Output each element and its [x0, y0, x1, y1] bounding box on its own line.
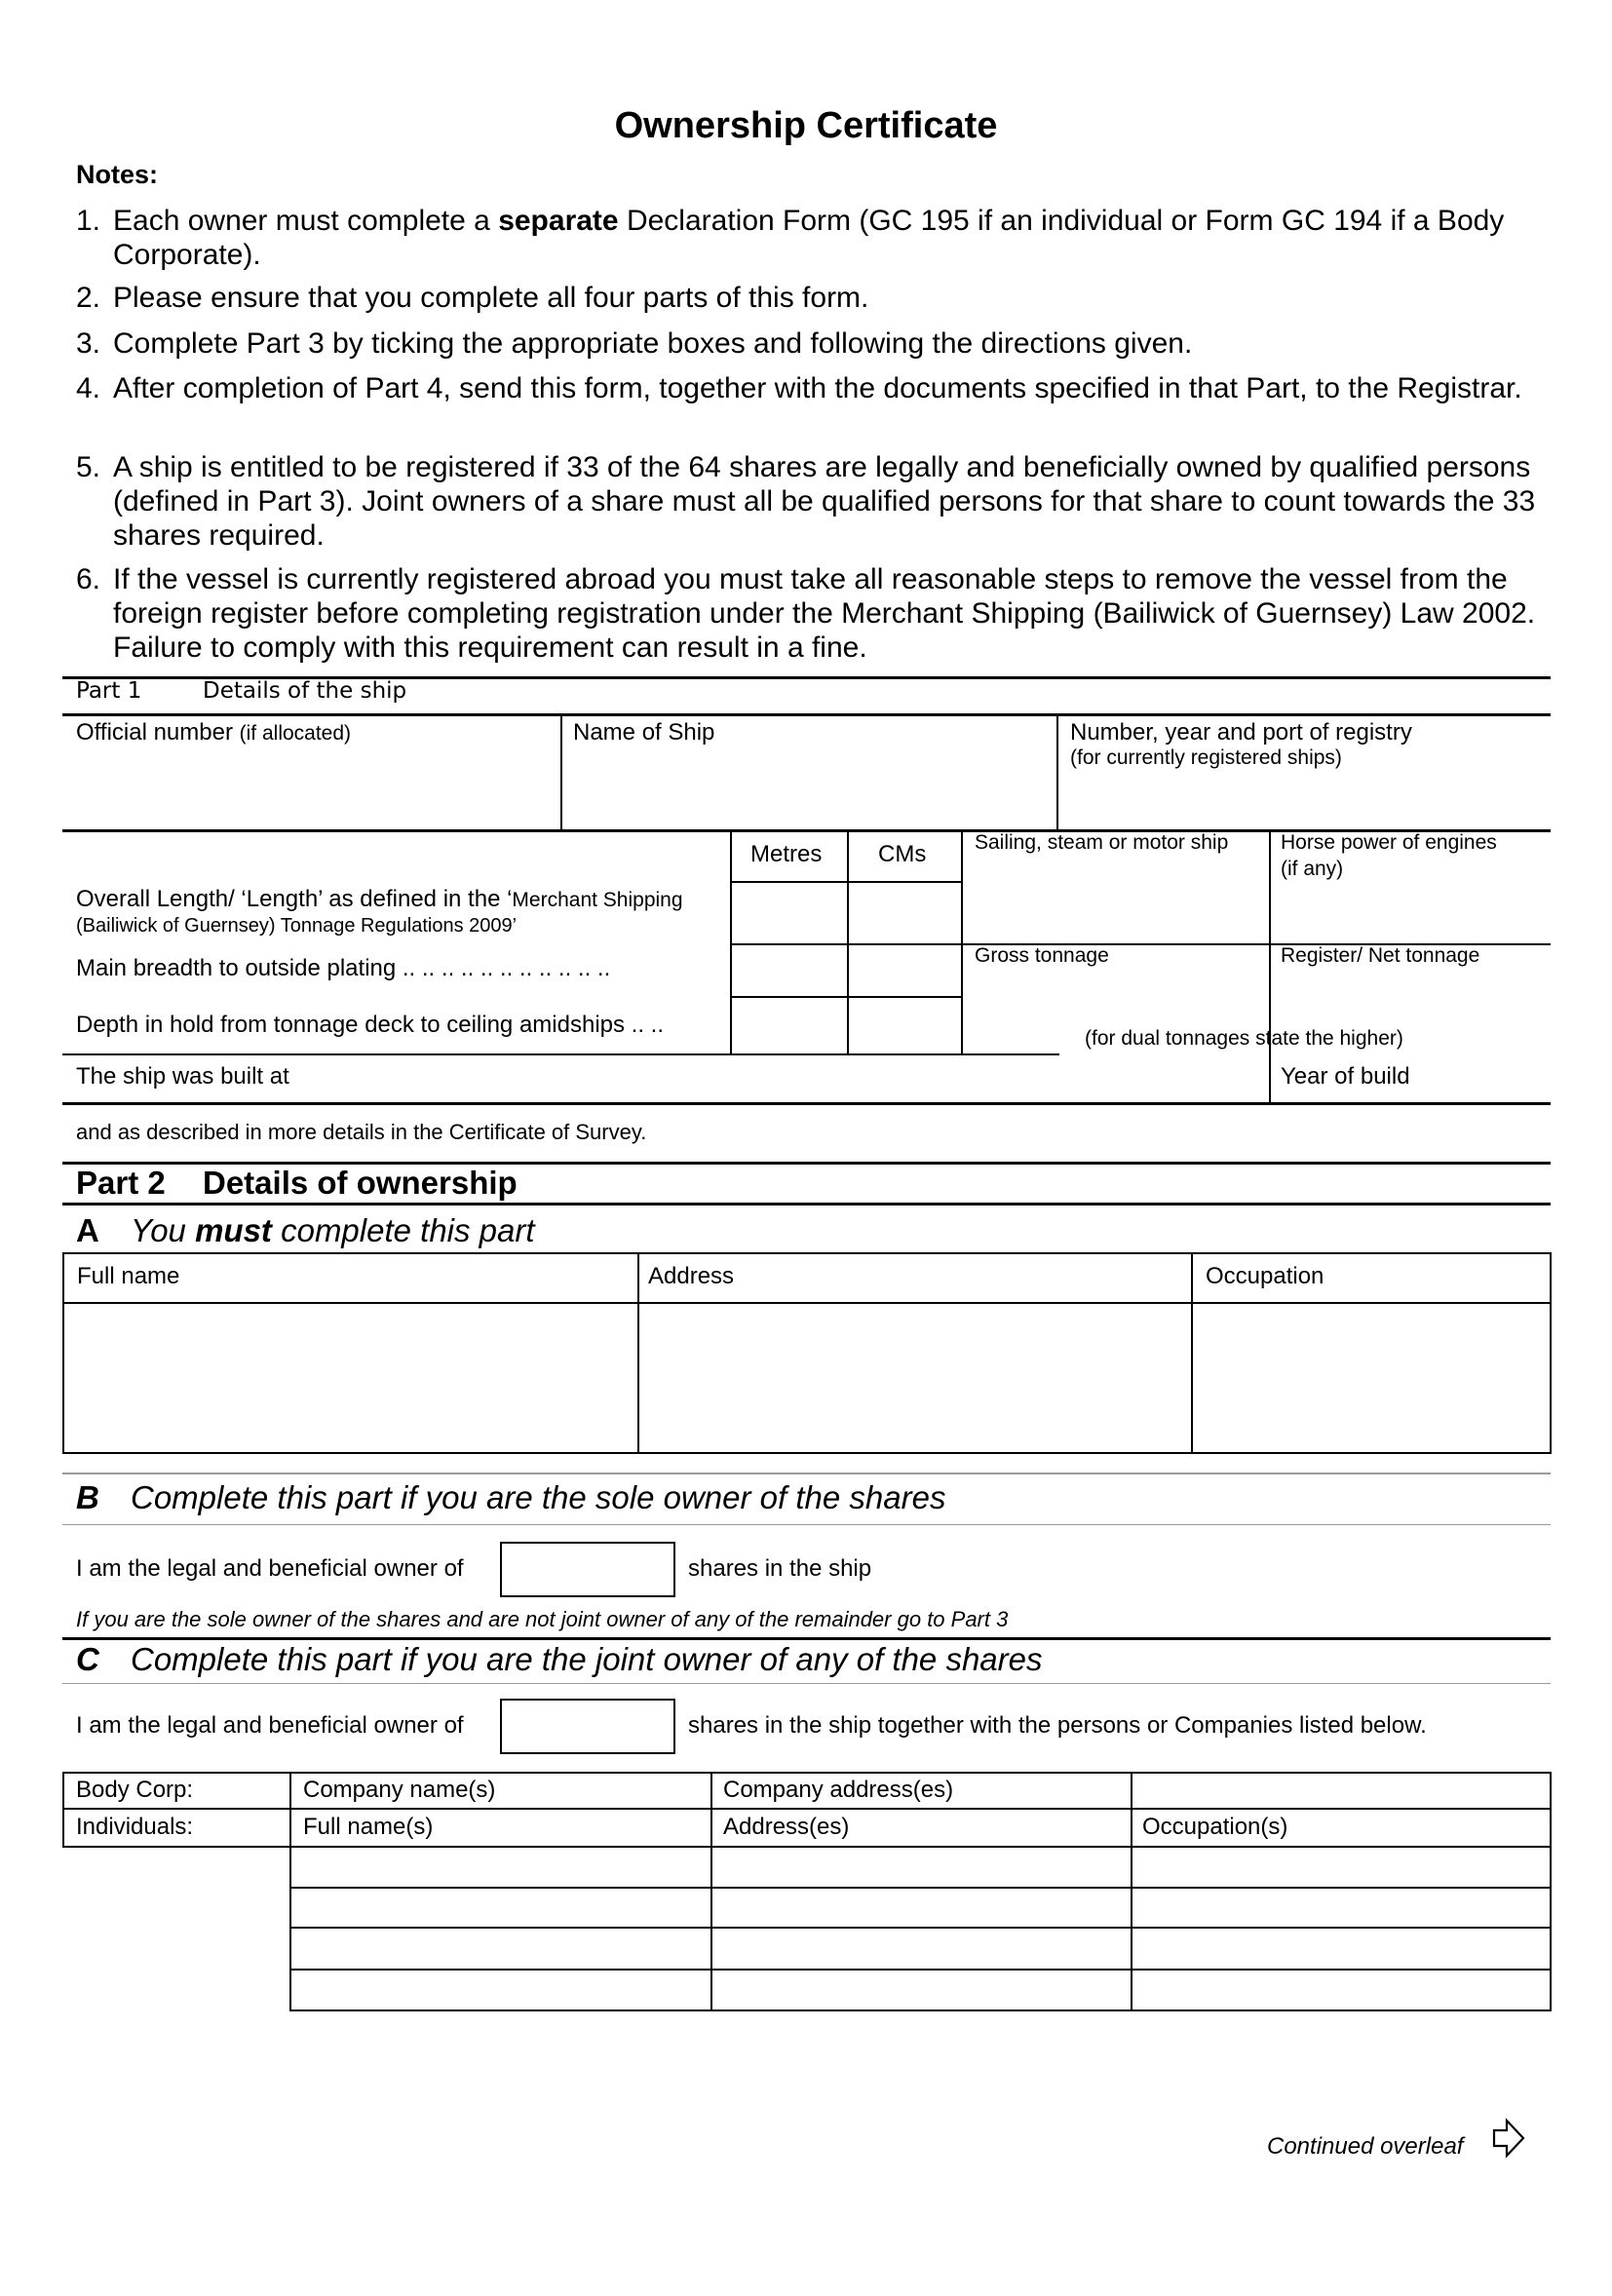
registry-note: (for currently registered ships) — [1070, 746, 1342, 769]
sole-owner-label: I am the legal and beneficial owner of — [76, 1555, 464, 1582]
joint-name-input[interactable] — [291, 1889, 710, 1927]
divider — [961, 829, 963, 1055]
divider — [1269, 829, 1271, 1055]
sailing-field[interactable]: Sailing, steam or motor ship — [975, 831, 1229, 854]
body-corp-label: Body Corp: — [76, 1777, 194, 1803]
horse-power-field[interactable]: Horse power of engines — [1281, 831, 1497, 854]
section-c-rule — [62, 1683, 1551, 1684]
built-at-field[interactable]: The ship was built at — [76, 1063, 289, 1090]
section-b-letter: B — [76, 1479, 99, 1515]
address-input[interactable] — [639, 1304, 1191, 1452]
notes-heading: Notes: — [76, 160, 159, 189]
joint-occupation-input[interactable] — [1132, 1848, 1550, 1887]
section-a-heading: You must complete this part — [131, 1212, 535, 1248]
occupation-header: Occupation — [1206, 1263, 1324, 1289]
length-metres-input[interactable] — [732, 883, 847, 943]
full-name-input[interactable] — [64, 1304, 637, 1452]
joint-owner-label: I am the legal and beneficial owner of — [76, 1712, 464, 1739]
note-text: Please ensure that you complete all four parts of this form. — [113, 282, 869, 314]
divider — [1056, 713, 1058, 830]
registry-field[interactable]: Number, year and port of registry — [1070, 719, 1412, 746]
sole-owner-note: If you are the sole owner of the shares and are not joint owner of any of the remainder go to Part 3 — [76, 1607, 1009, 1631]
part1-label: Part 1 — [76, 678, 142, 704]
joint-address-input[interactable] — [712, 1971, 1131, 2009]
joint-shares-input[interactable] — [500, 1699, 675, 1754]
joint-shares-suffix: shares in the ship together with the persons or Companies listed below. — [688, 1712, 1427, 1739]
continued-overleaf: Continued overleaf — [1267, 2133, 1464, 2160]
grid-line — [62, 1808, 1552, 1810]
divider — [1550, 1772, 1552, 2011]
part1-bottom-rule — [62, 1102, 1551, 1105]
occupations-header: Occupation(s) — [1142, 1814, 1288, 1840]
main-breadth-label: Main breadth to outside plating .. .. .. .. .. .. .. .. .. .. .. — [76, 955, 611, 981]
sole-shares-suffix: shares in the ship — [688, 1555, 872, 1582]
breadth-metres-input[interactable] — [732, 945, 847, 996]
note-number: 2. — [76, 282, 101, 314]
note-text: Complete Part 3 by ticking the appropriate boxes and following the directions given. — [113, 327, 1193, 360]
sole-shares-input[interactable] — [500, 1542, 675, 1597]
note-number: 1. — [76, 205, 101, 237]
note-emphasis: separate — [498, 205, 619, 237]
dual-tonnage-note: (for dual tonnages state the higher) — [1085, 1027, 1403, 1050]
part2-title: Details of ownership — [203, 1165, 518, 1201]
company-names-header: Company name(s) — [303, 1777, 496, 1803]
note-text: Each owner must complete a — [113, 205, 499, 237]
length-cms-input[interactable] — [849, 883, 961, 943]
gross-tonnage-field[interactable]: Gross tonnage — [975, 944, 1109, 967]
note-text: A ship is entitled to be registered if 33 of the 64 shares are legally and beneficially owned by qualified persons (defined in Part 3). Joint owners of a share must all be qualified persons for that share to count towards the 33 shares required. — [113, 451, 1536, 552]
occupation-input[interactable] — [1193, 1304, 1550, 1452]
addresses-header: Address(es) — [723, 1814, 850, 1840]
section-c-heading: Complete this part if you are the joint owner of any of the shares — [131, 1641, 1043, 1677]
section-a-letter: A — [76, 1212, 99, 1248]
official-number-field[interactable] — [76, 719, 351, 746]
section-b-rule — [62, 1524, 1551, 1525]
breadth-cms-input[interactable] — [849, 945, 961, 996]
year-of-build-field[interactable]: Year of build — [1281, 1063, 1410, 1090]
section-b-rule — [62, 1473, 1551, 1474]
cms-header: CMs — [878, 841, 927, 867]
joint-address-input[interactable] — [712, 1929, 1131, 1969]
depth-cms-input[interactable] — [849, 998, 961, 1054]
joint-address-input[interactable] — [712, 1889, 1131, 1927]
part1-header-rule — [62, 713, 1551, 716]
section-c-letter: C — [76, 1641, 99, 1677]
note-number: 5. — [76, 451, 101, 483]
arrow-right-outline-icon — [1491, 2117, 1526, 2160]
note-text: Declaration Form (GC 195 if an individual or Form GC 194 if a Body Corporate). — [113, 205, 1505, 271]
depth-in-hold-label: Depth in hold from tonnage deck to ceiling amidships .. .. — [76, 1012, 664, 1038]
overall-length-label: Overall Length/ ‘Length’ as defined in the ‘Merchant Shipping — [76, 886, 683, 912]
divider — [1269, 1053, 1271, 1104]
note-number: 6. — [76, 563, 101, 595]
joint-name-input[interactable] — [291, 1929, 710, 1969]
part2-label: Part 2 — [76, 1165, 166, 1201]
full-name-header: Full name — [77, 1263, 180, 1289]
address-header: Address — [648, 1263, 735, 1289]
name-of-ship-field[interactable]: Name of Ship — [573, 719, 715, 746]
joint-address-input[interactable] — [712, 1848, 1131, 1887]
depth-metres-input[interactable] — [732, 998, 847, 1054]
note-number: 4. — [76, 372, 101, 404]
joint-occupation-input[interactable] — [1132, 1929, 1550, 1969]
individuals-label: Individuals: — [76, 1814, 194, 1840]
net-tonnage-field[interactable]: Register/ Net tonnage — [1281, 944, 1480, 967]
section-c-rule — [62, 1637, 1551, 1640]
grid-line — [289, 2009, 1552, 2011]
horse-power-note: (if any) — [1281, 858, 1344, 880]
overall-length-label-2: (Bailiwick of Guernsey) Tonnage Regulations 2009’ — [76, 915, 518, 937]
metres-header: Metres — [750, 841, 823, 867]
official-number-label: Official number — [76, 719, 233, 746]
page-title: Ownership Certificate — [614, 105, 998, 146]
note-number: 3. — [76, 327, 101, 360]
joint-occupation-input[interactable] — [1132, 1889, 1550, 1927]
note-text: After completion of Part 4, send this form, together with the documents specified in that Part, to the Registrar. — [113, 372, 1522, 404]
joint-name-input[interactable] — [291, 1971, 710, 2009]
note-text: If the vessel is currently registered abroad you must take all reasonable steps to remove the vessel from the foreign register before completing registration under the Merchant Shipping (Bailiwick of Guernsey) Law 2002. Failure to comply with this requirement can result in a fine. — [113, 563, 1536, 664]
section-b-heading: Complete this part if you are the sole owner of the shares — [131, 1479, 946, 1515]
official-number-note: (if allocated) — [239, 722, 352, 745]
survey-note: and as described in more details in the Certificate of Survey. — [76, 1120, 647, 1144]
joint-occupation-input[interactable] — [1132, 1971, 1550, 2009]
joint-name-input[interactable] — [291, 1848, 710, 1887]
divider — [560, 713, 562, 830]
part2-rule — [62, 1203, 1551, 1205]
full-names-header: Full name(s) — [303, 1814, 434, 1840]
company-addresses-header: Company address(es) — [723, 1777, 954, 1803]
grid-line — [62, 1053, 1059, 1055]
part1-title: Details of the ship — [203, 678, 407, 704]
